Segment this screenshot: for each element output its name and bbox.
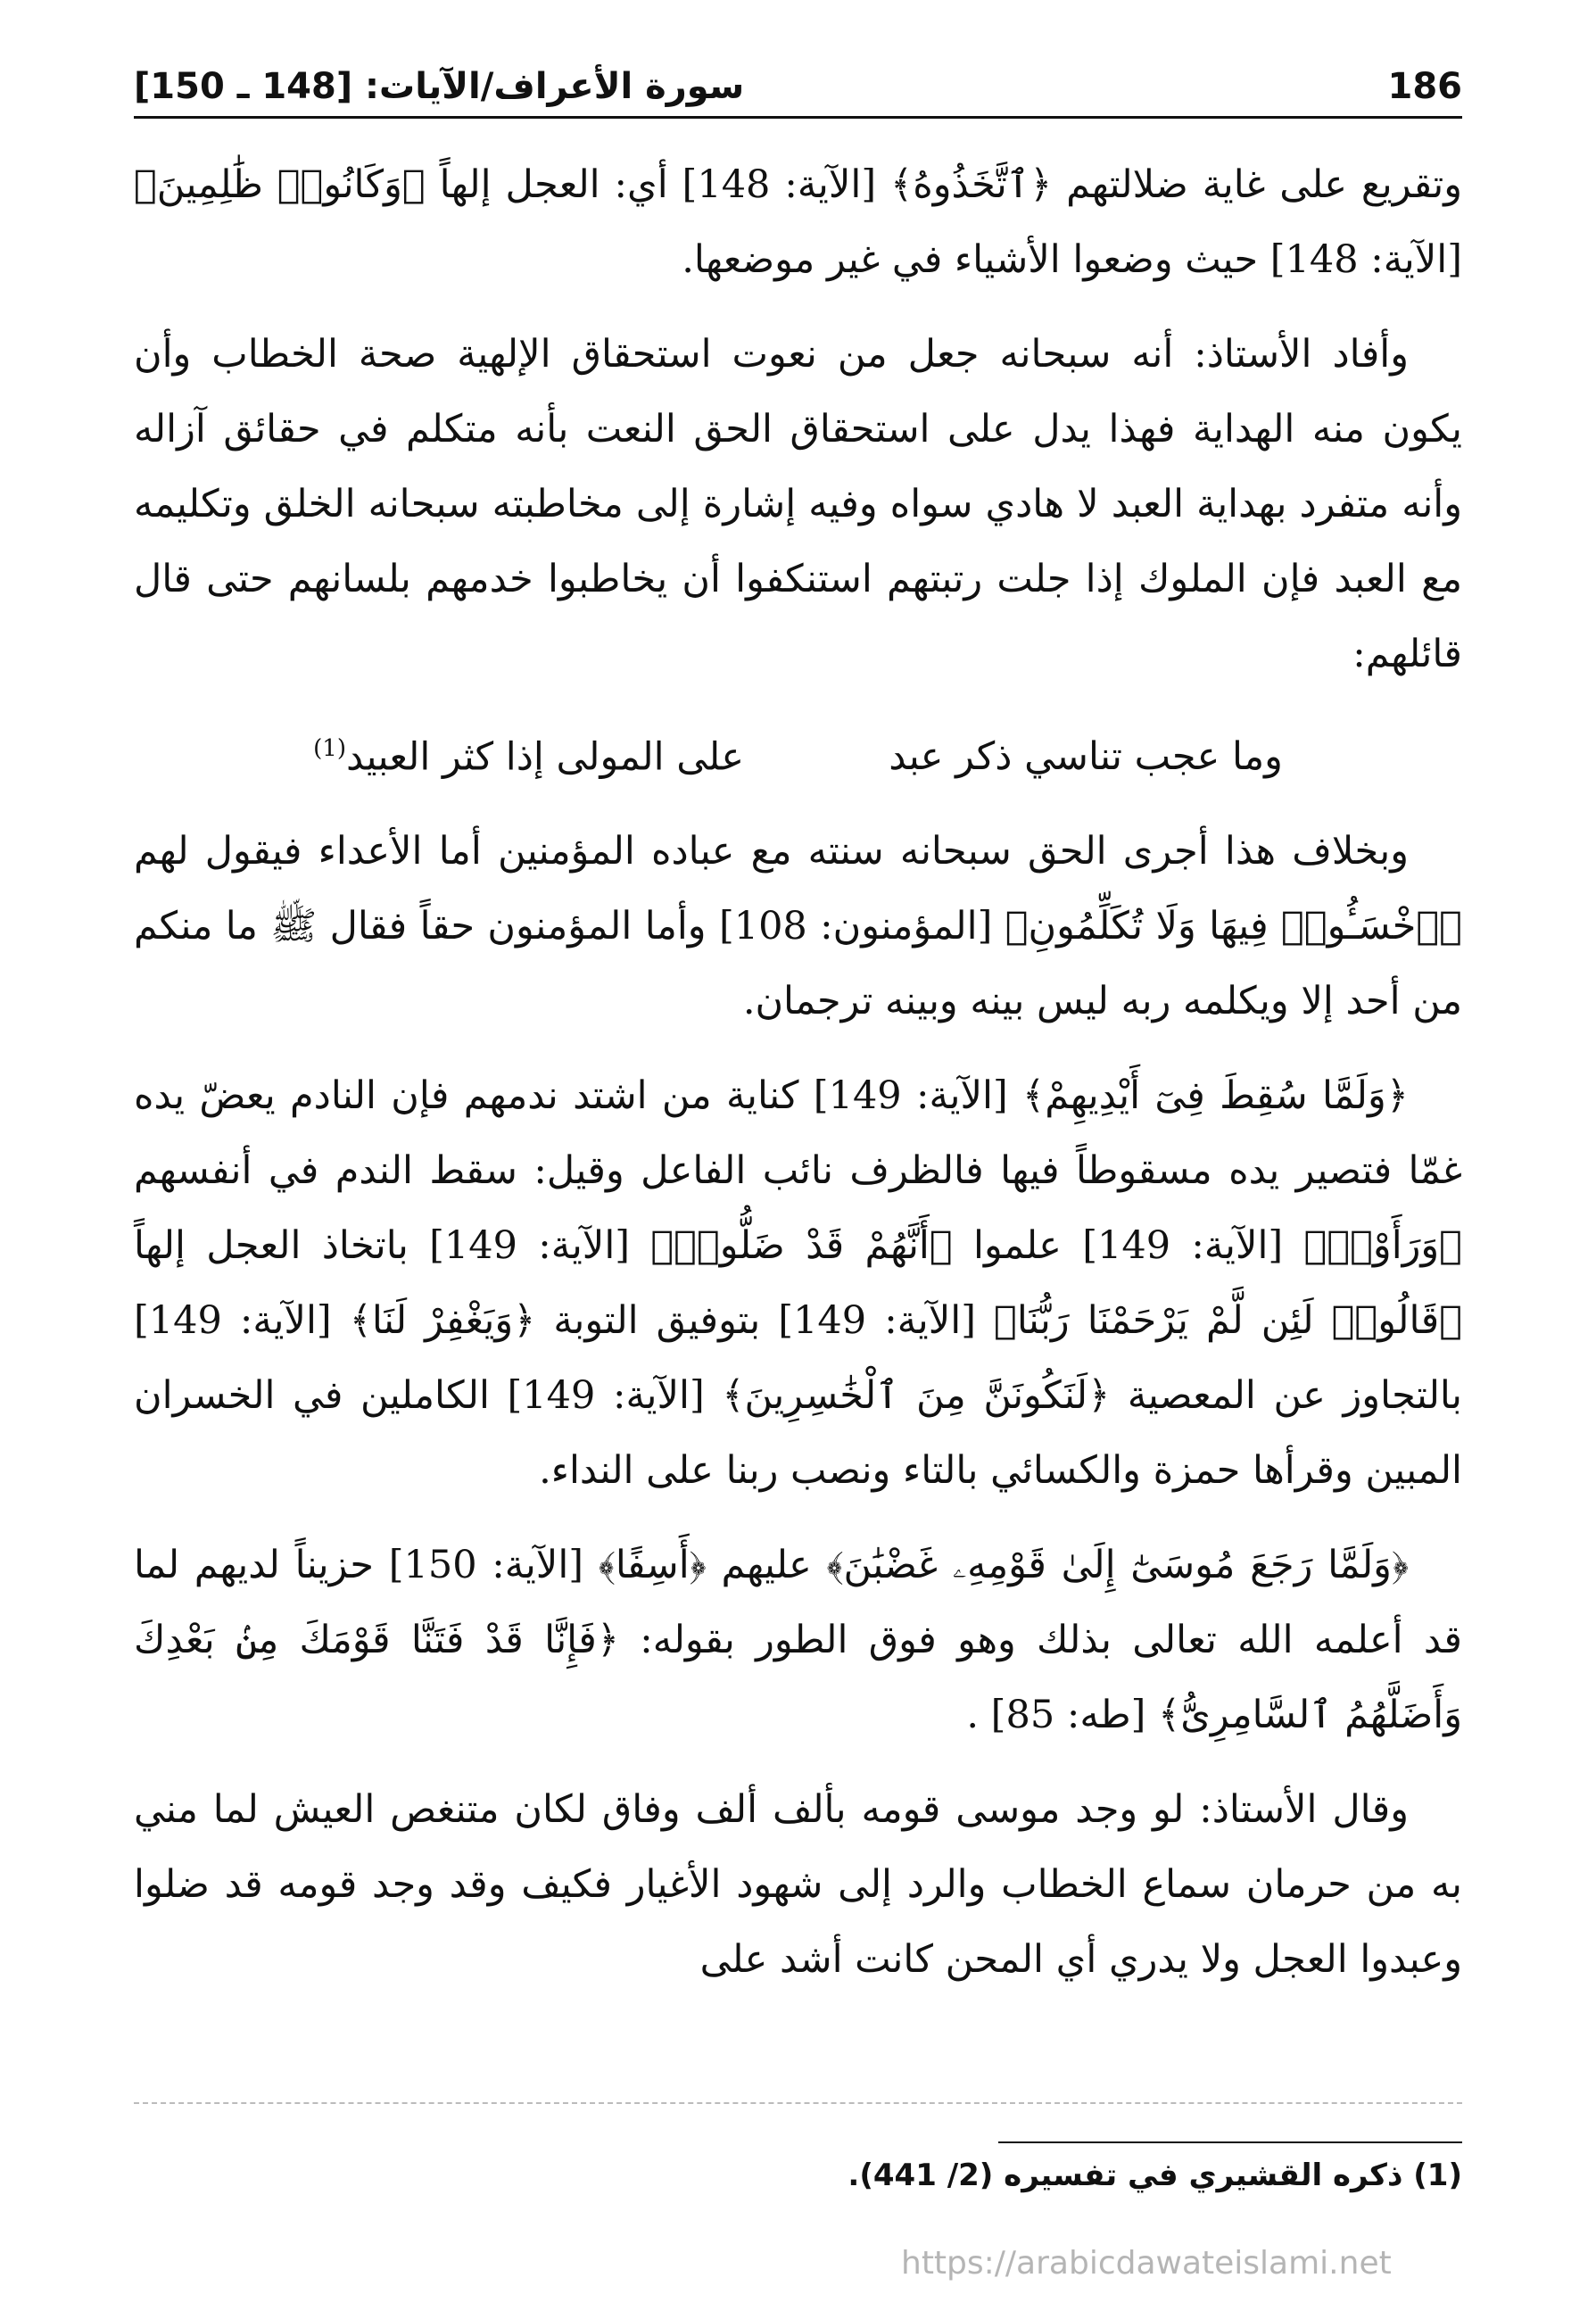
page-header	[134, 55, 1462, 118]
paragraph: وتقريع على غاية ضلالتهم ﴿ٱتَّخَذُوهُ﴾ [الآية: 148] أي: العجل إلهاً ﴿وَكَانُوا۟ ظَٰلِمِينَ﴾ [الآية: 148] حيث وضعوا الأشياء في غير موضعها.	[134, 162, 1462, 282]
paragraph: وقال الأستاذ: لو وجد موسى قومه بألف ألف وفاق لكان متنغص العيش لما مني به من حرمان سماع الخطاب والرد إلى شهود الأغيار فكيف وقد وجد قومه قد ضلوا وعبدوا العجل ولا يدري أي المحن كانت أشد على	[134, 1787, 1462, 1983]
watermark: https://arabicdawateislami.net	[901, 2245, 1392, 2282]
paragraph: ﴿وَلَمَّا رَجَعَ مُوسَىٰٓ إِلَىٰ قَوْمِهِۦ غَضْبَٰنَ﴾ عليهم ﴿أَسِفًا﴾ [الآية: 150] حزيناً لديهم لما قد أعلمه الله تعالى بذلك وهو فوق الطور بقوله: ﴿فَإِنَّا قَدْ فَتَنَّا قَوْمَكَ مِنۢ بَعْدِكَ وَأَضَلَّهُمُ ٱلسَّامِرِىُّ﴾ [طه: 85] .	[134, 1543, 1462, 1738]
verse-second-hemistich: على المولى إذا كثر العبيد$^{(1)}$	[313, 734, 744, 780]
footnote-rule	[998, 2141, 1462, 2143]
main-text	[134, 147, 1462, 2017]
poetry-verse	[134, 711, 1462, 794]
page-break-dashes	[134, 2102, 1462, 2104]
footnote: (1) ذكره القشيري في تفسيره (2/ 441).	[848, 2158, 1462, 2193]
running-title: سورة الأعراف/الآيات: [148 ـ 150]	[134, 66, 745, 107]
paragraph: وبخلاف هذا أجرى الحق سبحانه سنته مع عباده المؤمنين أما الأعداء فيقول لهم ﴿ٱخْسَـُٔوا۟ فِيهَا وَلَا تُكَلِّمُونِ﴾ [المؤمنون: 108] وأما المؤمنون حقاً فقال ﷺ ما منكم من أحد إلا ويكلمه ربه ليس بينه وبينه ترجمان.	[134, 829, 1462, 1024]
paragraph: ﴿وَلَمَّا سُقِطَ فِىٓ أَيْدِيهِمْ﴾ [الآية: 149] كناية من اشتد ندمهم فإن النادم يعضّ يده غمّا فتصير يده مسقوطاً فيها فالظرف نائب الفاعل وقيل: سقط الندم في أنفسهم ﴿وَرَأَوْا۟﴾ [الآية: 149] علموا ﴿أَنَّهُمْ قَدْ ضَلُّوا۟﴾ [الآية: 149] باتخاذ العجل إلهاً ﴿قَالُوا۟ لَئِن لَّمْ يَرْحَمْنَا رَبُّنَا﴾ [الآية: 149] بتوفيق التوبة ﴿وَيَغْفِرْ لَنَا﴾ [الآية: 149] بالتجاوز عن المعصية ﴿لَنَكُونَنَّ مِنَ ٱلْخَٰسِرِينَ﴾ [الآية: 149] الكاملين في الخسران المبين وقرأها حمزة والكسائي بالتاء ونصب ربنا على النداء.	[134, 1073, 1462, 1494]
page-number: 186	[1387, 66, 1462, 107]
paragraph: وأفاد الأستاذ: أنه سبحانه جعل من نعوت استحقاق الإلهية صحة الخطاب وأن يكون منه الهداية فهذا يدل على استحقاق الحق النعت بأنه متكلم في حقائق آزاله وأنه متفرد بهداية العبد لا هادي سواه وفيه إشارة إلى مخاطبته سبحانه الخلق وتكليمه مع العبد فإن الملوك إذا جلت رتبتهم استنكفوا أن يخاطبوا خدمهم بلسانهم حتى قال قائلهم:	[134, 332, 1462, 676]
verse-first-hemistich: وما عجب تناسي ذكر عبد	[889, 734, 1283, 780]
header-rule	[134, 116, 1462, 119]
footnote-marker: (1)	[313, 735, 346, 762]
